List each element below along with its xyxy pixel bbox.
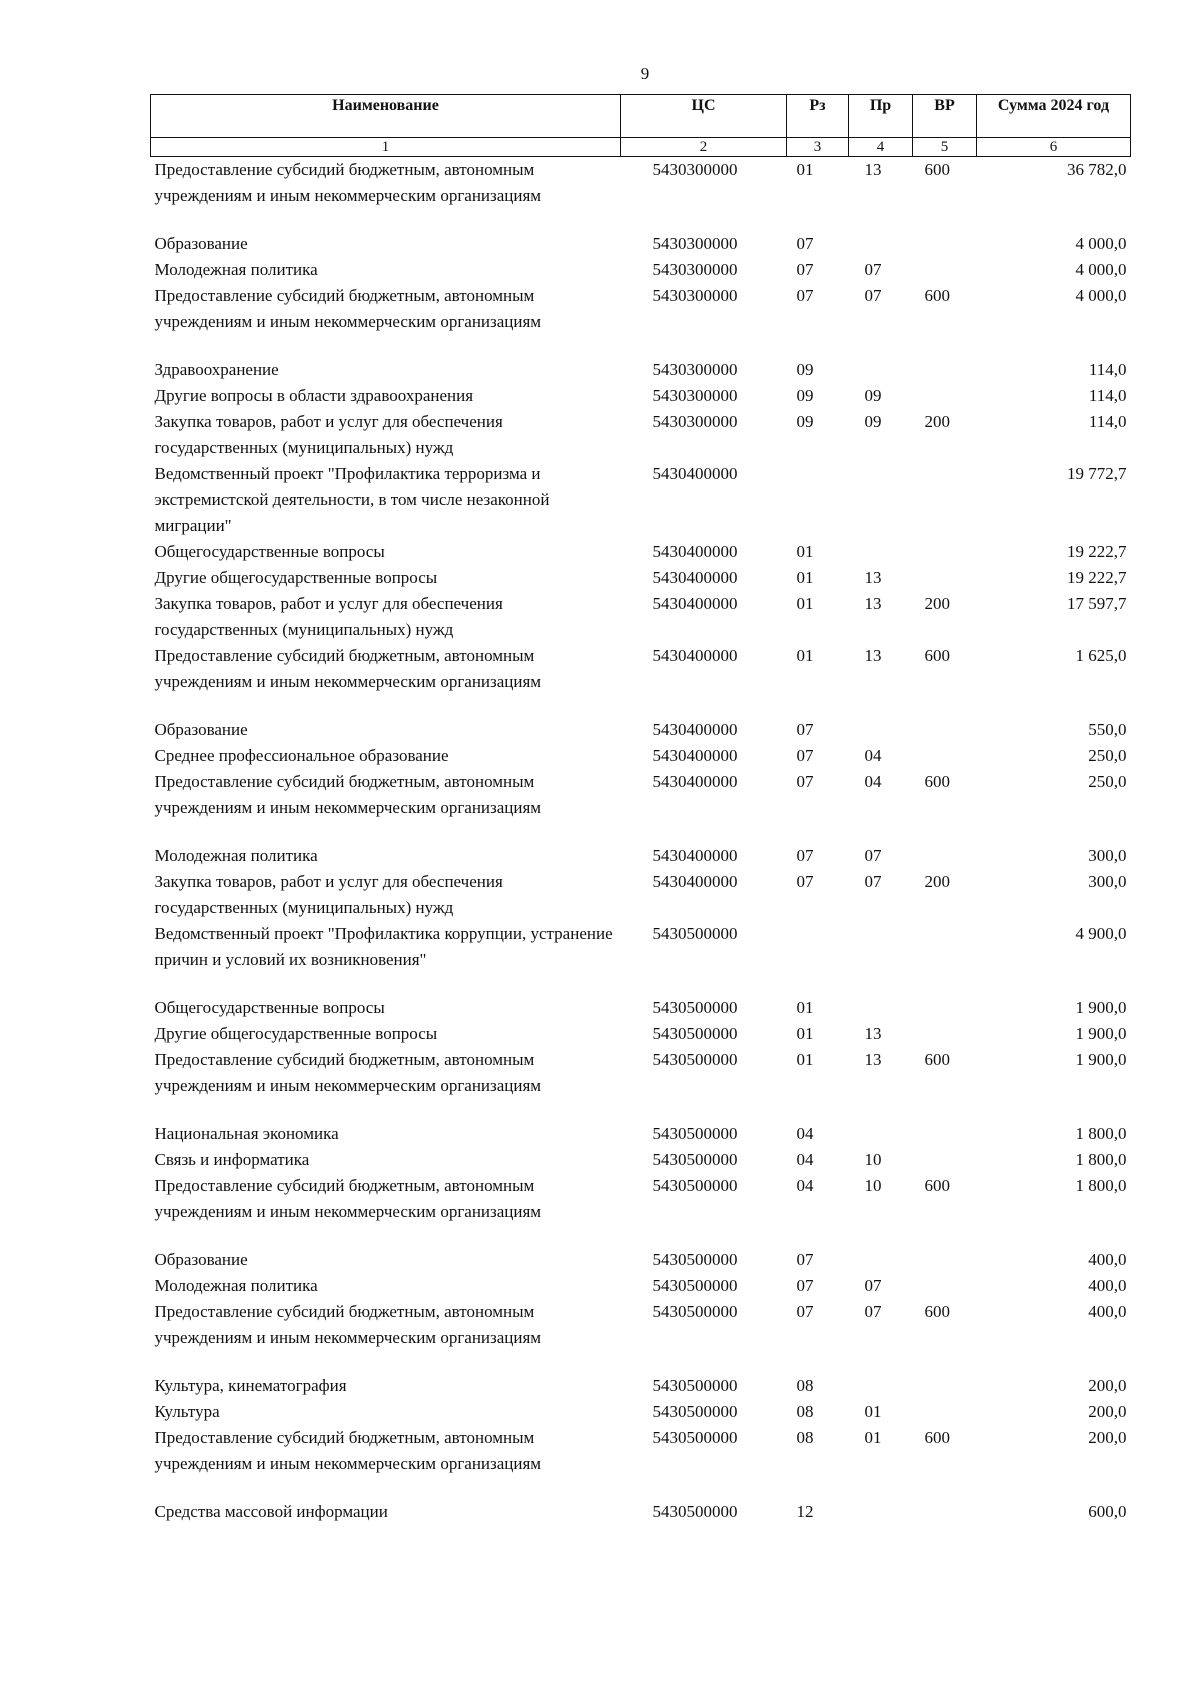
row-vr [913, 461, 977, 539]
row-rz: 04 [796, 1124, 814, 1143]
row-cs: 5430500000 [652, 1402, 738, 1421]
row-cs: 5430500000 [652, 1050, 738, 1069]
row-rz: 04 [796, 1176, 814, 1195]
row-pr: 13 [864, 594, 882, 613]
row-name: Предоставление субсидий бюджетным, автономным учреждениям и иным некоммерческим организациям [154, 1050, 542, 1095]
row-name: Предоставление субсидий бюджетным, автономным учреждениям и иным некоммерческим организациям [154, 1428, 542, 1473]
row-vr: 600 [924, 772, 950, 791]
row-cs: 5430300000 [652, 412, 738, 431]
table-row [151, 1399, 1131, 1425]
table-row [151, 383, 1131, 409]
row-sum: 114,0 [1088, 412, 1127, 431]
row-name: Предоставление субсидий бюджетным, автономным учреждениям и иным некоммерческим организациям [154, 1302, 542, 1347]
row-name: Закупка товаров, работ и услуг для обеспечения государственных (муниципальных) нужд [154, 594, 503, 639]
row-name: Среднее профессиональное образование [154, 746, 449, 765]
row-cs: 5430500000 [652, 998, 738, 1017]
row-cs: 5430400000 [652, 772, 738, 791]
column-number: 3 [787, 138, 849, 157]
row-vr [913, 921, 977, 973]
row-pr: 13 [864, 1024, 882, 1043]
row-sum: 400,0 [1088, 1276, 1127, 1295]
row-sum: 250,0 [1088, 772, 1127, 791]
row-name: Здравоохранение [154, 360, 279, 379]
table-row [151, 1247, 1131, 1273]
row-pr: 07 [864, 260, 882, 279]
row-cs: 5430500000 [652, 1276, 738, 1295]
row-sum: 1 800,0 [1075, 1124, 1127, 1143]
table-row [151, 1499, 1131, 1525]
row-cs: 5430400000 [652, 872, 738, 891]
row-vr: 600 [924, 160, 950, 179]
row-sum: 250,0 [1088, 746, 1127, 765]
row-sum: 19 222,7 [1067, 568, 1127, 587]
row-rz: 01 [796, 1024, 814, 1043]
row-sum: 1 625,0 [1075, 646, 1127, 665]
row-pr: 13 [864, 646, 882, 665]
row-vr [913, 565, 977, 591]
table-row [151, 1173, 1131, 1225]
column-number: 4 [849, 138, 913, 157]
row-vr [913, 1373, 977, 1399]
row-rz: 01 [796, 1050, 814, 1069]
budget-table [150, 94, 1131, 1525]
row-vr [913, 1499, 977, 1525]
row-cs: 5430300000 [652, 234, 738, 253]
row-sum: 1 900,0 [1075, 1024, 1127, 1043]
row-pr [849, 921, 913, 973]
row-sum: 19 222,7 [1067, 542, 1127, 561]
row-pr [849, 1121, 913, 1147]
row-pr [849, 1499, 913, 1525]
table-row [151, 921, 1131, 973]
row-name: Другие общегосударственные вопросы [154, 1024, 438, 1043]
row-name: Культура [154, 1402, 220, 1421]
table-body [151, 157, 1131, 1526]
row-cs: 5430400000 [652, 646, 738, 665]
row-pr: 07 [864, 846, 882, 865]
row-rz: 08 [796, 1376, 814, 1395]
row-sum: 300,0 [1088, 872, 1127, 891]
row-rz: 07 [796, 1250, 814, 1269]
header-pr: Пр [849, 95, 913, 138]
row-name: Закупка товаров, работ и услуг для обеспечения государственных (муниципальных) нужд [154, 872, 503, 917]
table-row [151, 157, 1131, 210]
row-sum: 114,0 [1088, 386, 1127, 405]
row-cs: 5430300000 [652, 386, 738, 405]
row-rz [787, 461, 849, 539]
table-row [151, 1021, 1131, 1047]
row-pr: 10 [864, 1150, 882, 1169]
table-row [151, 769, 1131, 821]
row-cs: 5430400000 [652, 846, 738, 865]
row-name: Национальная экономика [154, 1124, 339, 1143]
row-cs: 5430300000 [652, 260, 738, 279]
table-row [151, 1047, 1131, 1099]
row-rz: 07 [796, 846, 814, 865]
table-row [151, 357, 1131, 383]
row-sum: 1 800,0 [1075, 1176, 1127, 1195]
row-cs: 5430500000 [652, 1250, 738, 1269]
row-rz: 07 [796, 260, 814, 279]
row-cs: 5430300000 [652, 160, 738, 179]
row-vr [913, 843, 977, 869]
header-vr: ВР [913, 95, 977, 138]
row-vr [913, 539, 977, 565]
row-cs: 5430400000 [652, 594, 738, 613]
row-pr: 04 [864, 746, 882, 765]
row-vr: 200 [924, 412, 950, 431]
row-rz: 09 [796, 412, 814, 431]
table-row [151, 743, 1131, 769]
row-rz: 01 [796, 568, 814, 587]
row-pr: 07 [864, 1276, 882, 1295]
row-vr [913, 1399, 977, 1425]
row-sum: 17 597,7 [1067, 594, 1127, 613]
row-cs: 5430500000 [652, 1024, 738, 1043]
table-row [151, 869, 1131, 921]
row-vr [913, 231, 977, 257]
row-cs: 5430500000 [652, 1502, 738, 1521]
row-rz: 09 [796, 360, 814, 379]
row-sum: 200,0 [1088, 1376, 1127, 1395]
row-sum: 200,0 [1088, 1402, 1127, 1421]
page-number: 9 [640, 64, 650, 83]
row-spacer [151, 695, 1131, 717]
row-sum: 1 900,0 [1075, 998, 1127, 1017]
row-vr [913, 995, 977, 1021]
row-vr [913, 1021, 977, 1047]
row-name: Молодежная политика [154, 846, 318, 865]
row-spacer [151, 973, 1131, 995]
row-pr [849, 995, 913, 1021]
row-rz: 01 [796, 594, 814, 613]
table-row [151, 461, 1131, 539]
table-row [151, 1425, 1131, 1477]
row-pr [849, 357, 913, 383]
header-cs: ЦС [621, 95, 787, 138]
row-sum: 1 900,0 [1075, 1050, 1127, 1069]
row-cs: 5430400000 [652, 746, 738, 765]
row-cs: 5430300000 [652, 286, 738, 305]
row-cs: 5430500000 [652, 1150, 738, 1169]
row-sum: 4 900,0 [1075, 924, 1127, 943]
row-pr: 07 [864, 872, 882, 891]
row-name: Общегосударственные вопросы [154, 542, 385, 561]
table-row [151, 843, 1131, 869]
row-rz: 07 [796, 286, 814, 305]
row-spacer [151, 821, 1131, 843]
row-vr [913, 1121, 977, 1147]
row-cs: 5430400000 [652, 720, 738, 739]
row-vr: 200 [924, 872, 950, 891]
row-pr: 09 [864, 386, 882, 405]
row-rz: 07 [796, 746, 814, 765]
table-row [151, 257, 1131, 283]
row-spacer [151, 1477, 1131, 1499]
row-cs: 5430300000 [652, 360, 738, 379]
row-name: Средства массовой информации [154, 1502, 388, 1521]
row-sum: 200,0 [1088, 1428, 1127, 1447]
row-cs: 5430500000 [652, 1428, 738, 1447]
row-pr [849, 231, 913, 257]
row-vr: 600 [924, 1050, 950, 1069]
row-rz: 07 [796, 1276, 814, 1295]
row-cs: 5430500000 [652, 1302, 738, 1321]
row-sum: 36 782,0 [1067, 160, 1127, 179]
row-pr: 01 [864, 1402, 882, 1421]
row-pr: 07 [864, 286, 882, 305]
header-rz: Рз [787, 95, 849, 138]
row-name: Другие общегосударственные вопросы [154, 568, 438, 587]
row-vr: 600 [924, 286, 950, 305]
row-vr: 600 [924, 1176, 950, 1195]
row-sum: 400,0 [1088, 1250, 1127, 1269]
row-sum: 550,0 [1088, 720, 1127, 739]
table-row [151, 1121, 1131, 1147]
row-vr [913, 1147, 977, 1173]
row-rz: 01 [796, 160, 814, 179]
row-rz: 07 [796, 1302, 814, 1321]
table-row [151, 995, 1131, 1021]
row-spacer [151, 1099, 1131, 1121]
row-vr: 600 [924, 1428, 950, 1447]
row-pr: 13 [864, 1050, 882, 1069]
row-name: Культура, кинематография [154, 1376, 347, 1395]
row-vr [913, 357, 977, 383]
row-spacer [151, 209, 1131, 231]
row-sum: 4 000,0 [1075, 234, 1127, 253]
row-vr [913, 1273, 977, 1299]
row-pr: 07 [864, 1302, 882, 1321]
row-rz: 01 [796, 542, 814, 561]
table-row [151, 643, 1131, 695]
row-name: Предоставление субсидий бюджетным, автономным учреждениям и иным некоммерческим организациям [154, 772, 542, 817]
table-row [151, 539, 1131, 565]
row-vr [913, 743, 977, 769]
table-row [151, 717, 1131, 743]
row-name: Молодежная политика [154, 1276, 318, 1295]
row-cs: 5430500000 [652, 1376, 738, 1395]
row-name: Молодежная политика [154, 260, 318, 279]
table-row [151, 1373, 1131, 1399]
row-vr [913, 257, 977, 283]
row-rz: 04 [796, 1150, 814, 1169]
row-vr: 600 [924, 1302, 950, 1321]
table-row [151, 409, 1131, 461]
row-name: Предоставление субсидий бюджетным, автономным учреждениям и иным некоммерческим организациям [154, 286, 542, 331]
row-spacer [151, 1351, 1131, 1373]
row-spacer [151, 335, 1131, 357]
row-name: Общегосударственные вопросы [154, 998, 385, 1017]
row-sum: 600,0 [1088, 1502, 1127, 1521]
row-pr [849, 1373, 913, 1399]
row-vr [913, 383, 977, 409]
row-pr: 13 [864, 568, 882, 587]
row-pr [849, 1247, 913, 1273]
row-cs: 5430500000 [652, 1124, 738, 1143]
row-name: Предоставление субсидий бюджетным, автономным учреждениям и иным некоммерческим организациям [154, 160, 542, 205]
table-row [151, 1147, 1131, 1173]
row-pr [849, 717, 913, 743]
row-rz: 07 [796, 234, 814, 253]
table-row [151, 565, 1131, 591]
column-number: 5 [913, 138, 977, 157]
row-cs: 5430500000 [652, 1176, 738, 1195]
row-rz: 08 [796, 1402, 814, 1421]
column-number: 6 [977, 138, 1131, 157]
column-number: 2 [621, 138, 787, 157]
column-number: 1 [151, 138, 621, 157]
row-cs: 5430400000 [652, 568, 738, 587]
row-vr: 200 [924, 594, 950, 613]
row-rz: 01 [796, 646, 814, 665]
row-vr: 600 [924, 646, 950, 665]
row-pr: 13 [864, 160, 882, 179]
row-vr [913, 1247, 977, 1273]
table-row [151, 1273, 1131, 1299]
row-name: Предоставление субсидий бюджетным, автономным учреждениям и иным некоммерческим организациям [154, 646, 542, 691]
row-vr [913, 717, 977, 743]
header-name: Наименование [151, 95, 621, 138]
row-rz: 12 [796, 1502, 814, 1521]
row-name: Связь и информатика [154, 1150, 310, 1169]
row-rz: 09 [796, 386, 814, 405]
table-row [151, 231, 1131, 257]
row-rz [787, 921, 849, 973]
row-rz: 07 [796, 772, 814, 791]
row-rz: 01 [796, 998, 814, 1017]
header-sum: Сумма 2024 год [977, 95, 1131, 138]
row-sum: 400,0 [1088, 1302, 1127, 1321]
row-spacer [151, 1225, 1131, 1247]
table-row [151, 591, 1131, 643]
row-name: Другие вопросы в области здравоохранения [154, 386, 474, 405]
row-name: Образование [154, 234, 248, 253]
row-pr: 01 [864, 1428, 882, 1447]
row-name: Ведомственный проект "Профилактика терроризма и экстремистской деятельности, в том числе незаконной миграции" [154, 464, 550, 535]
row-rz: 07 [796, 872, 814, 891]
row-name: Ведомственный проект "Профилактика коррупции, устранение причин и условий их возникновения" [154, 924, 613, 969]
column-number-row [151, 138, 1131, 157]
row-rz: 07 [796, 720, 814, 739]
row-name: Образование [154, 720, 248, 739]
row-sum: 114,0 [1088, 360, 1127, 379]
table-row [151, 283, 1131, 335]
row-cs: 5430500000 [652, 924, 738, 943]
row-sum: 4 000,0 [1075, 260, 1127, 279]
row-sum: 1 800,0 [1075, 1150, 1127, 1169]
table-row [151, 1299, 1131, 1351]
row-pr [849, 461, 913, 539]
row-sum: 4 000,0 [1075, 286, 1127, 305]
row-name: Образование [154, 1250, 248, 1269]
row-cs: 5430400000 [652, 542, 738, 561]
row-sum: 19 772,7 [1067, 464, 1127, 483]
row-cs: 5430400000 [652, 464, 738, 483]
row-name: Предоставление субсидий бюджетным, автономным учреждениям и иным некоммерческим организациям [154, 1176, 542, 1221]
row-pr: 10 [864, 1176, 882, 1195]
row-pr [849, 539, 913, 565]
table-header-row [151, 95, 1131, 138]
row-pr: 04 [864, 772, 882, 791]
row-sum: 300,0 [1088, 846, 1127, 865]
row-pr: 09 [864, 412, 882, 431]
row-name: Закупка товаров, работ и услуг для обеспечения государственных (муниципальных) нужд [154, 412, 503, 457]
row-rz: 08 [796, 1428, 814, 1447]
